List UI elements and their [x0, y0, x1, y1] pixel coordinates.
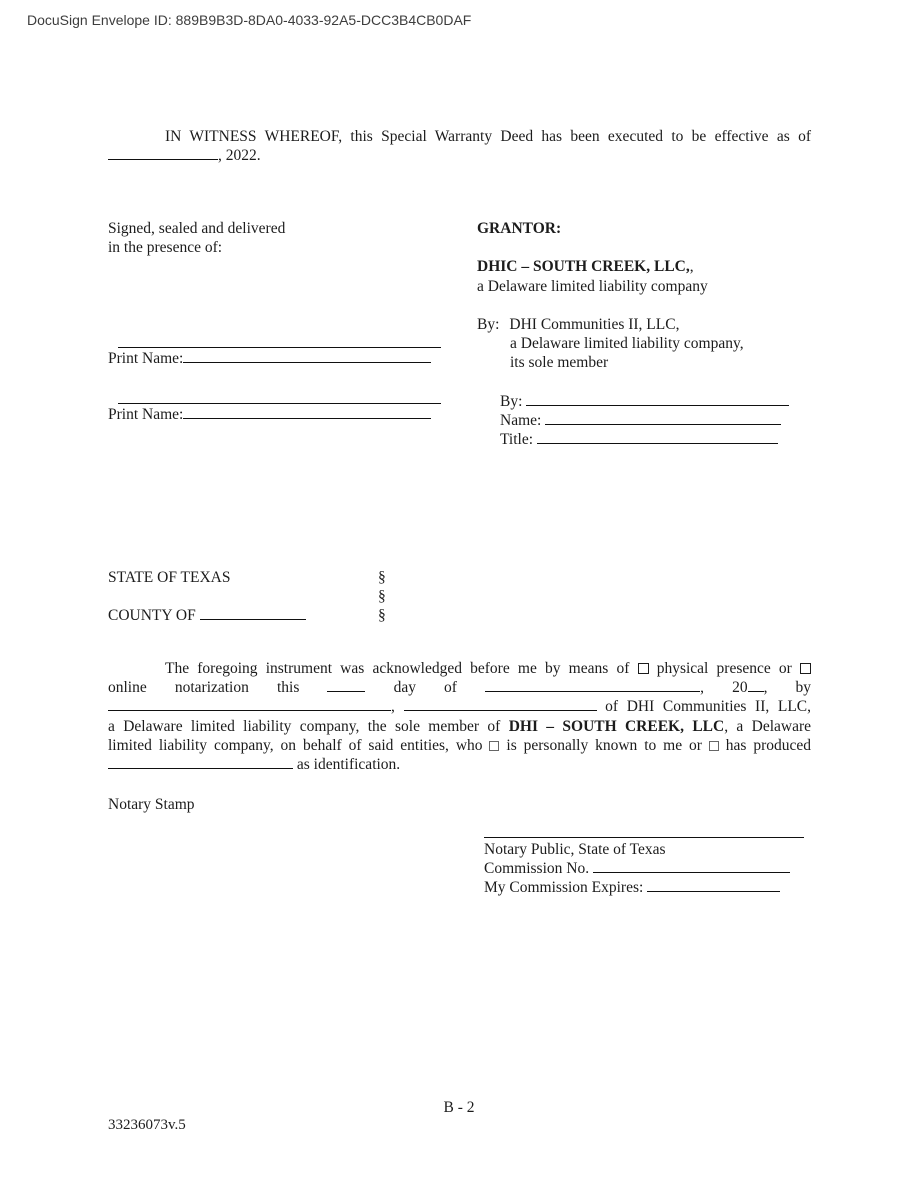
grantor-company-trailing-comma: , — [689, 258, 694, 276]
ack-text: online notarization this — [108, 679, 300, 697]
witness-whereof-paragraph — [108, 127, 811, 146]
grantor-company-name: DHIC – SOUTH CREEK, LLC, — [477, 258, 690, 276]
county-label: COUNTY OF — [108, 607, 196, 625]
grantor-sig-title-row — [500, 430, 811, 449]
ack-text: The foregoing instrument was acknowledged before me by means of — [165, 660, 630, 677]
ack-text: 20 — [732, 679, 748, 697]
print-name-blank-1 — [183, 350, 431, 363]
signer-name-blank — [108, 698, 391, 711]
commission-blank — [593, 860, 790, 873]
physical-presence-checkbox — [638, 663, 649, 674]
ack-text: as identification. — [296, 756, 401, 774]
effective-date-line — [108, 146, 811, 165]
print-name-label-1: Print Name: — [108, 350, 184, 368]
grantor-sig-name-row — [500, 411, 811, 430]
print-name-row-1 — [108, 349, 456, 368]
county-row — [108, 606, 528, 625]
personally-known-checkbox — [489, 741, 499, 751]
state-label: STATE OF TEXAS — [108, 569, 231, 586]
acknowledgment-justified-lines — [108, 659, 811, 755]
member-by-row — [477, 315, 811, 334]
section-symbol: § — [378, 569, 386, 586]
jurisdiction-block — [108, 568, 528, 626]
day-blank — [327, 679, 365, 692]
commission-label: Commission No. — [484, 860, 590, 878]
acknowledgment-paragraph — [108, 659, 811, 774]
print-name-blank-2 — [183, 406, 431, 419]
state-row — [108, 568, 528, 587]
notary-stamp-label: Notary Stamp — [108, 796, 195, 813]
witness-signature-line-1 — [118, 347, 441, 348]
grantor-sig-by-label: By: — [500, 392, 523, 410]
ack-text: , — [391, 698, 395, 716]
grantor-company-row — [477, 257, 811, 276]
print-name-row-2 — [108, 405, 456, 424]
effective-date-blank-line — [108, 147, 218, 160]
grantor-sig-by-row — [500, 392, 811, 411]
grantor-sig-title-label: Title: — [500, 431, 534, 449]
spacer — [477, 238, 811, 257]
has-produced-checkbox — [709, 741, 719, 751]
expires-blank — [647, 879, 780, 892]
grantor-sig-name-blank — [545, 412, 781, 425]
notary-title-line: Notary Public, State of Texas — [484, 841, 666, 858]
member-by-label: By: — [477, 315, 500, 333]
county-blank — [200, 607, 306, 620]
ack-company-bold: DHI – SOUTH CREEK, LLC — [508, 717, 725, 735]
identification-line — [108, 755, 811, 774]
ack-text: , a Delaware — [724, 717, 812, 735]
member-type: a Delaware limited liability company, — [510, 335, 744, 353]
grantor-heading: GRANTOR: — [477, 220, 562, 237]
expires-row — [484, 878, 808, 897]
online-notarization-checkbox — [800, 663, 811, 674]
document-number: 33236073v.5 — [108, 1117, 186, 1133]
witness-line-1: Signed, sealed and delivered — [108, 220, 286, 237]
spacer — [477, 373, 811, 392]
month-blank — [485, 679, 700, 692]
grantor-sig-title-blank — [537, 431, 778, 444]
docusign-envelope-id: DocuSign Envelope ID: 889B9B3D-8DA0-4033-92A5-DCC3B4CB0DAF — [27, 12, 472, 28]
ack-text: day of — [393, 679, 457, 697]
section-symbol: § — [378, 588, 386, 606]
identification-blank — [108, 756, 293, 769]
commission-row — [484, 859, 808, 878]
ack-text: a Delaware limited liability company, the sole member of — [108, 717, 501, 735]
ack-text: , by — [763, 679, 812, 697]
grantor-sig-block — [500, 392, 811, 450]
grantor-signature-column — [477, 219, 811, 449]
member-role: its sole member — [510, 354, 609, 372]
notary-signature-line — [484, 837, 804, 838]
ack-text: is personally known to me or — [506, 736, 702, 754]
witness-signature-line-2 — [118, 403, 441, 404]
witness-line-2: in the presence of: — [108, 239, 223, 257]
ack-text: limited liability company, on behalf of said entities, who — [108, 736, 483, 754]
ack-text: has produced — [725, 736, 812, 754]
section-symbol: § — [378, 607, 386, 625]
witness-whereof-text: IN WITNESS WHEREOF, this Special Warranty Deed has been executed to be effective as of — [165, 128, 811, 145]
grantor-sig-name-label: Name: — [500, 411, 542, 429]
member-name: DHI Communities II, LLC, — [509, 315, 680, 333]
witness-signature-column — [108, 219, 456, 424]
year-blank — [748, 679, 764, 692]
grantor-company-type: a Delaware limited liability company — [477, 277, 708, 295]
effective-year-text: , 2022. — [218, 147, 261, 164]
ack-text: physical presence or — [656, 660, 792, 677]
page-number: B - 2 — [443, 1099, 475, 1116]
print-name-label-2: Print Name: — [108, 405, 184, 423]
grantor-sig-by-blank — [526, 393, 789, 406]
section-row — [108, 587, 528, 606]
signer-title-blank — [404, 698, 597, 711]
ack-text: of DHI Communities II, LLC, — [605, 698, 812, 716]
notary-signature-block — [484, 837, 808, 898]
ack-text: , — [700, 679, 704, 697]
expires-label: My Commission Expires: — [484, 879, 644, 897]
spacer — [477, 296, 811, 315]
